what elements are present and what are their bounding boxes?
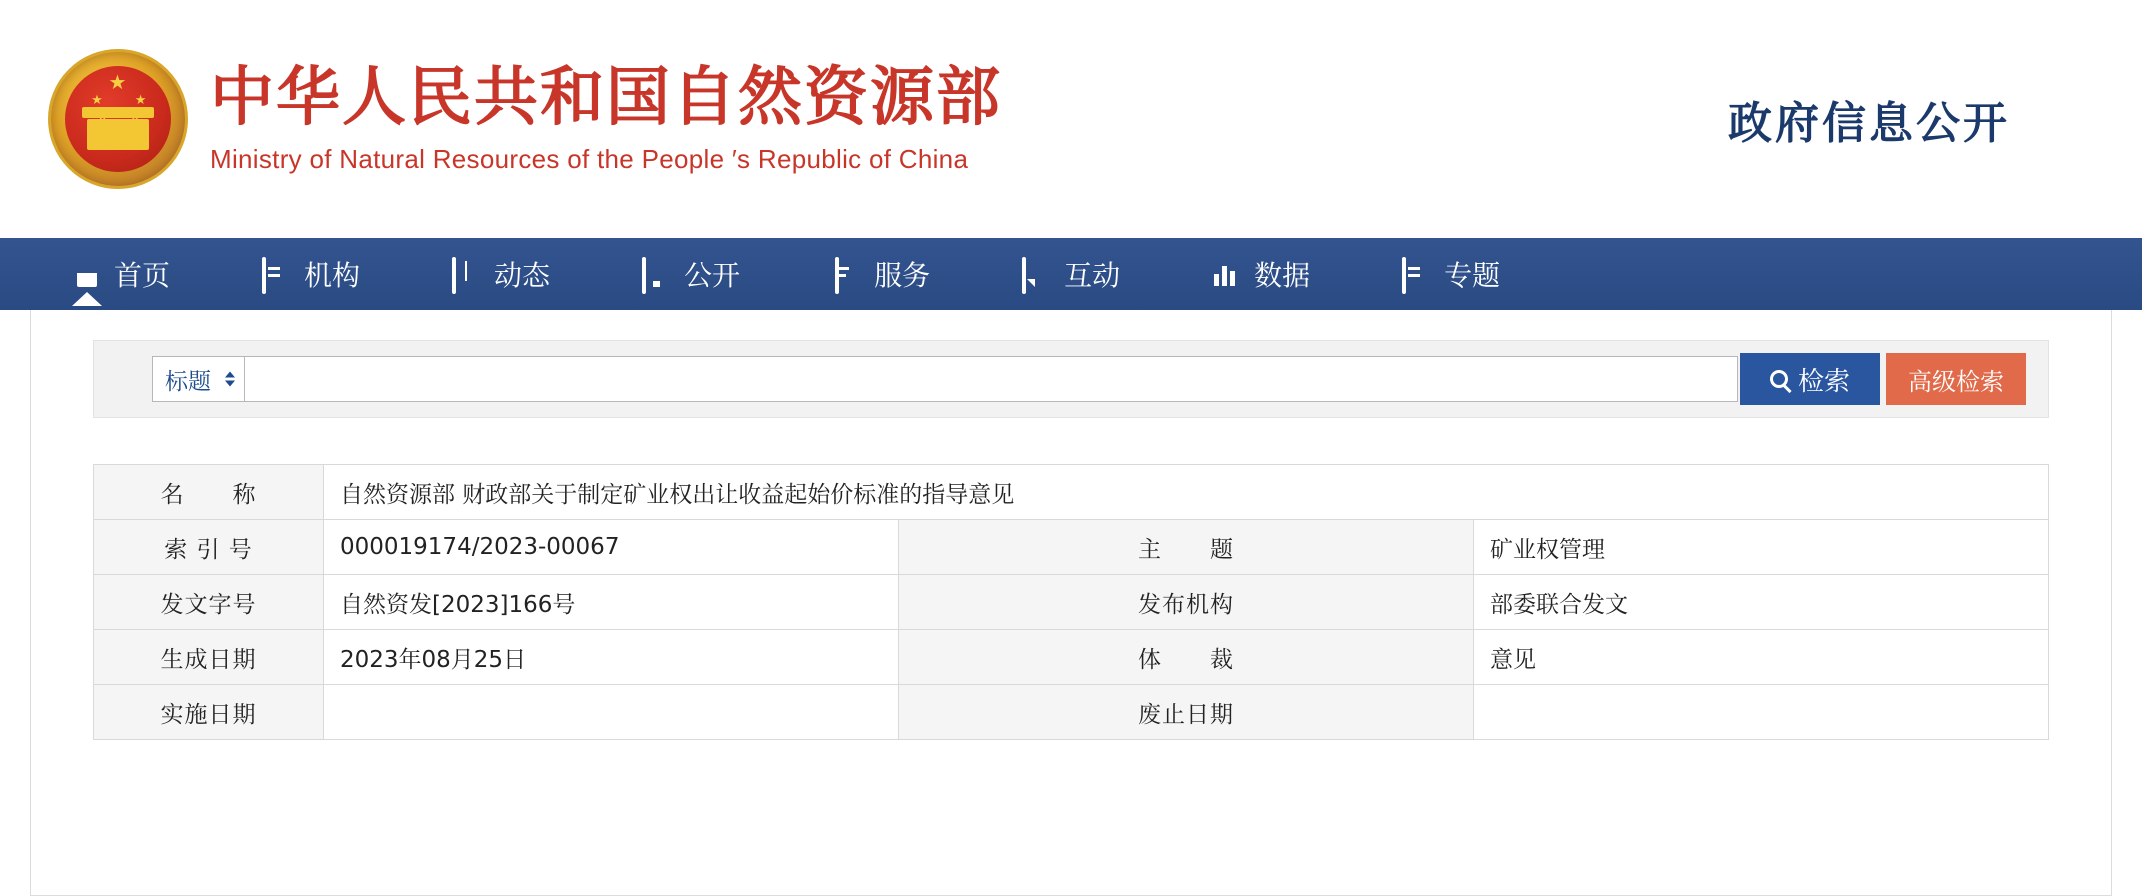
nav-label: 互动 — [1064, 259, 1121, 292]
news-icon — [1402, 259, 1432, 289]
home-icon — [72, 259, 102, 289]
nav-item-news[interactable] — [452, 254, 550, 294]
nav-label: 专题 — [1444, 259, 1501, 292]
document-info-table — [93, 464, 2049, 740]
site-header — [0, 0, 2142, 238]
search-field-select[interactable] — [152, 356, 244, 402]
screen-icon — [642, 259, 672, 289]
table-row — [94, 465, 2049, 520]
document-number-value: 自然资发[2023]166号 — [324, 575, 899, 630]
nav-item-services[interactable] — [832, 254, 930, 294]
nav-item-organization[interactable] — [262, 254, 360, 294]
table-row — [94, 685, 2049, 740]
book-icon — [452, 259, 482, 289]
chevron-updown-icon — [225, 372, 235, 387]
repeal-date-value — [1474, 685, 2049, 740]
nav-label: 服务 — [874, 259, 931, 292]
document-icon — [832, 259, 862, 289]
body-wrapper — [0, 310, 2142, 896]
nav-item-disclosure[interactable] — [642, 254, 740, 294]
name-value: 自然资源部 财政部关于制定矿业权出让收益起始价标准的指导意见 — [324, 465, 2049, 520]
nav-item-home[interactable] — [72, 254, 170, 294]
index-number-value: 000019174/2023-00067 — [324, 520, 899, 575]
nav-label: 数据 — [1254, 259, 1311, 292]
subject-value: 矿业权管理 — [1474, 520, 2049, 575]
chat-icon — [1022, 259, 1052, 289]
table-row — [94, 520, 2049, 575]
nav-item-interaction[interactable] — [1022, 254, 1120, 294]
search-button[interactable] — [1740, 353, 1880, 405]
subject-label: 主 题 — [899, 520, 1474, 575]
issuing-agency-value: 部委联合发文 — [1474, 575, 2049, 630]
search-icon — [1770, 370, 1788, 388]
nav-label: 首页 — [114, 259, 171, 292]
issuing-agency-label: 发布机构 — [899, 575, 1474, 630]
site-title-block — [210, 60, 1002, 176]
genre-label: 体 裁 — [899, 630, 1474, 685]
search-bar — [93, 340, 2049, 418]
effective-date-label: 实施日期 — [94, 685, 324, 740]
table-row — [94, 575, 2049, 630]
nav-item-topics[interactable] — [1402, 254, 1500, 294]
main-nav — [0, 238, 2142, 310]
genre-value: 意见 — [1474, 630, 2049, 685]
national-emblem-icon: ★ ★ ★ — [48, 49, 188, 189]
nav-label: 机构 — [304, 259, 361, 292]
effective-date-value — [324, 685, 899, 740]
name-label: 名 称 — [94, 465, 324, 520]
advanced-search-button[interactable]: 高级检索 — [1886, 353, 2026, 405]
section-title: 政府信息公开 — [1728, 98, 2010, 149]
chart-icon — [1212, 260, 1242, 288]
nav-label: 动态 — [494, 259, 551, 292]
search-button-label: 检索 — [1797, 366, 1850, 397]
site-title-cn: 中华人民共和国自然资源部 — [210, 60, 1002, 135]
document-number-label: 发文字号 — [94, 575, 324, 630]
repeal-date-label: 废止日期 — [899, 685, 1474, 740]
site-title-en: Ministry of Natural Resources of the People ′s Republic of China — [210, 144, 969, 175]
building-icon — [262, 259, 292, 289]
creation-date-value: 2023年08月25日 — [324, 630, 899, 685]
nav-item-data[interactable] — [1212, 254, 1310, 294]
search-input[interactable] — [244, 356, 1738, 402]
creation-date-label: 生成日期 — [94, 630, 324, 685]
index-number-label: 索 引 号 — [94, 520, 324, 575]
search-field-value: 标题 — [165, 368, 211, 395]
content-panel — [30, 310, 2112, 896]
table-row — [94, 630, 2049, 685]
nav-label: 公开 — [684, 259, 741, 292]
